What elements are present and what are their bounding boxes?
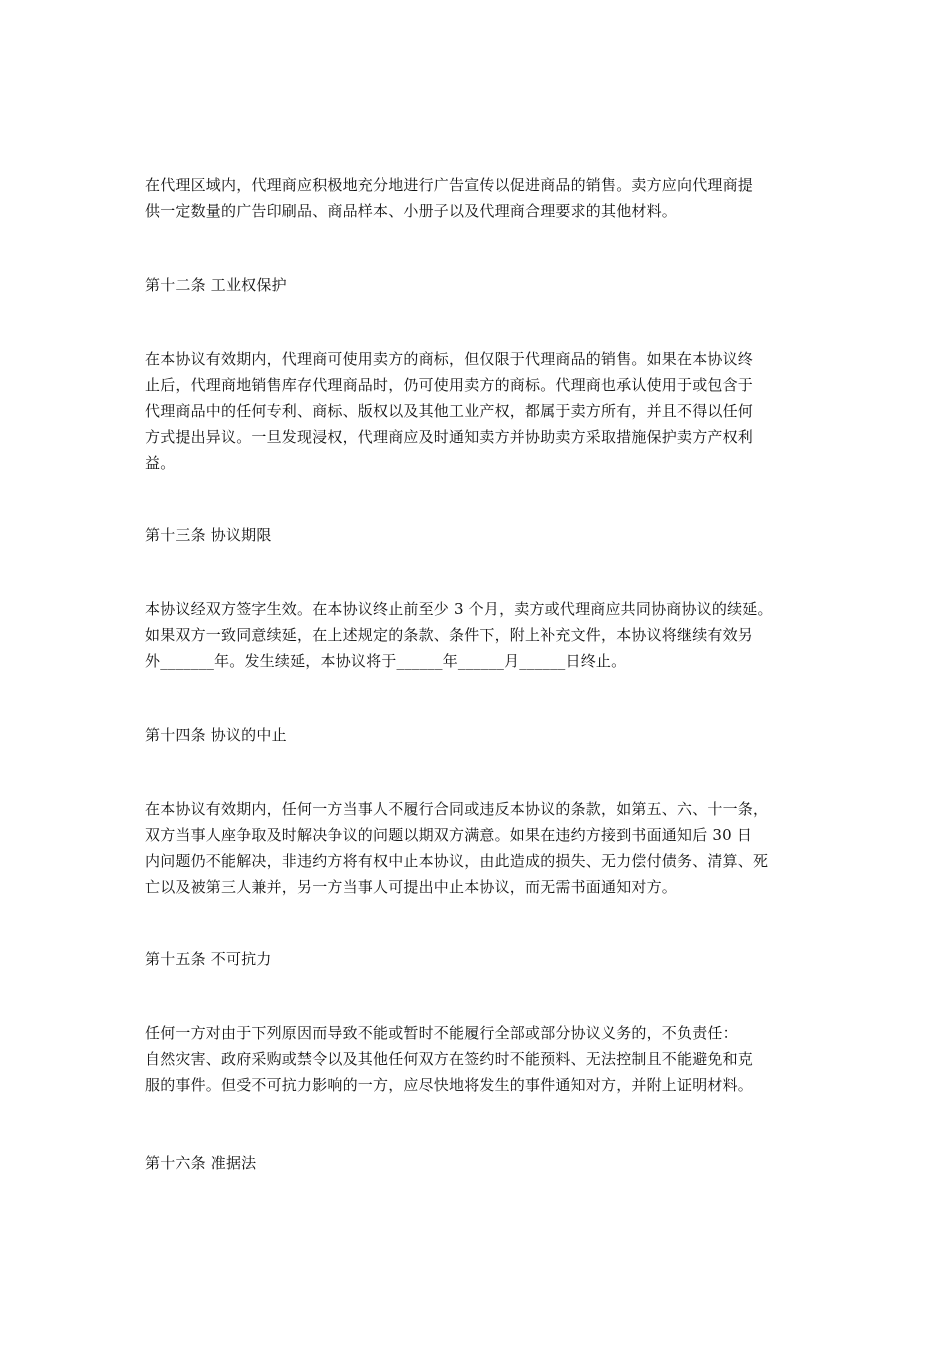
article-12-heading: 第十二条 工业权保护 — [145, 276, 287, 294]
paragraph-line: 亡以及被第三人兼并，另一方当事人可提出中止本协议，而无需书面通知对方。 — [145, 878, 678, 896]
paragraph-line: 供一定数量的广告印刷品、商品样本、小册子以及代理商合理要求的其他材料。 — [145, 202, 678, 220]
paragraph-advertising — [145, 172, 815, 224]
paragraph-line: 方式提出异议。一旦发现浸权，代理商应及时通知卖方并协助卖方采取措施保护卖方产权利 — [145, 428, 754, 446]
paragraph-line: 在代理区域内，代理商应积极地充分地进行广告宣传以促进商品的销售。卖方应向代理商提 — [145, 176, 754, 194]
paragraph-line: 在本协议有效期内，任何一方当事人不履行合同或违反本协议的条款，如第五、六、十一条， — [145, 800, 769, 818]
paragraph-line: 益。 — [145, 454, 176, 472]
paragraph-line: 服的事件。但受不可抗力影响的一方，应尽快地将发生的事件通知对方，并附上证明材料。 — [145, 1076, 754, 1094]
article-16-heading: 第十六条 准据法 — [145, 1154, 257, 1172]
paragraph-line: 在本协议有效期内，代理商可使用卖方的商标，但仅限于代理商品的销售。如果在本协议终 — [145, 350, 754, 368]
paragraph-line: 本协议经双方签字生效。在本协议终止前至少 3 个月，卖方或代理商应共同协商协议的续延。 — [145, 600, 773, 618]
article-12-body — [145, 346, 815, 476]
paragraph-line: 如果双方一致同意续延，在上述规定的条款、条件下，附上补充文件，本协议将继续有效另 — [145, 626, 754, 644]
paragraph-line: 外_______年。发生续延，本协议将于______年______月______日终止。 — [145, 652, 627, 670]
paragraph-line: 双方当事人座争取及时解决争议的问题以期双方满意。如果在违约方接到书面通知后 30 日 — [145, 826, 753, 844]
paragraph-line: 任何一方对由于下列原因而导致不能或暂时不能履行全部或部分协议义务的，不负责任： — [145, 1024, 738, 1042]
article-14-heading: 第十四条 协议的中止 — [145, 726, 287, 744]
paragraph-line: 自然灾害、政府采购或禁令以及其他任何双方在签约时不能预料、无法控制且不能避免和克 — [145, 1050, 754, 1068]
paragraph-line: 止后，代理商地销售库存代理商品时，仍可使用卖方的商标。代理商也承认使用于或包含于 — [145, 376, 754, 394]
paragraph-line: 内问题仍不能解决，非违约方将有权中止本协议，由此造成的损失、无力偿付债务、清算、死 — [145, 852, 769, 870]
article-13-body — [145, 596, 815, 674]
article-14-body — [145, 796, 815, 900]
article-15-heading: 第十五条 不可抗力 — [145, 950, 272, 968]
article-13-heading: 第十三条 协议期限 — [145, 526, 272, 544]
article-15-body — [145, 1020, 815, 1098]
paragraph-line: 代理商品中的任何专利、商标、版权以及其他工业产权，都属于卖方所有，并且不得以任何 — [145, 402, 754, 420]
